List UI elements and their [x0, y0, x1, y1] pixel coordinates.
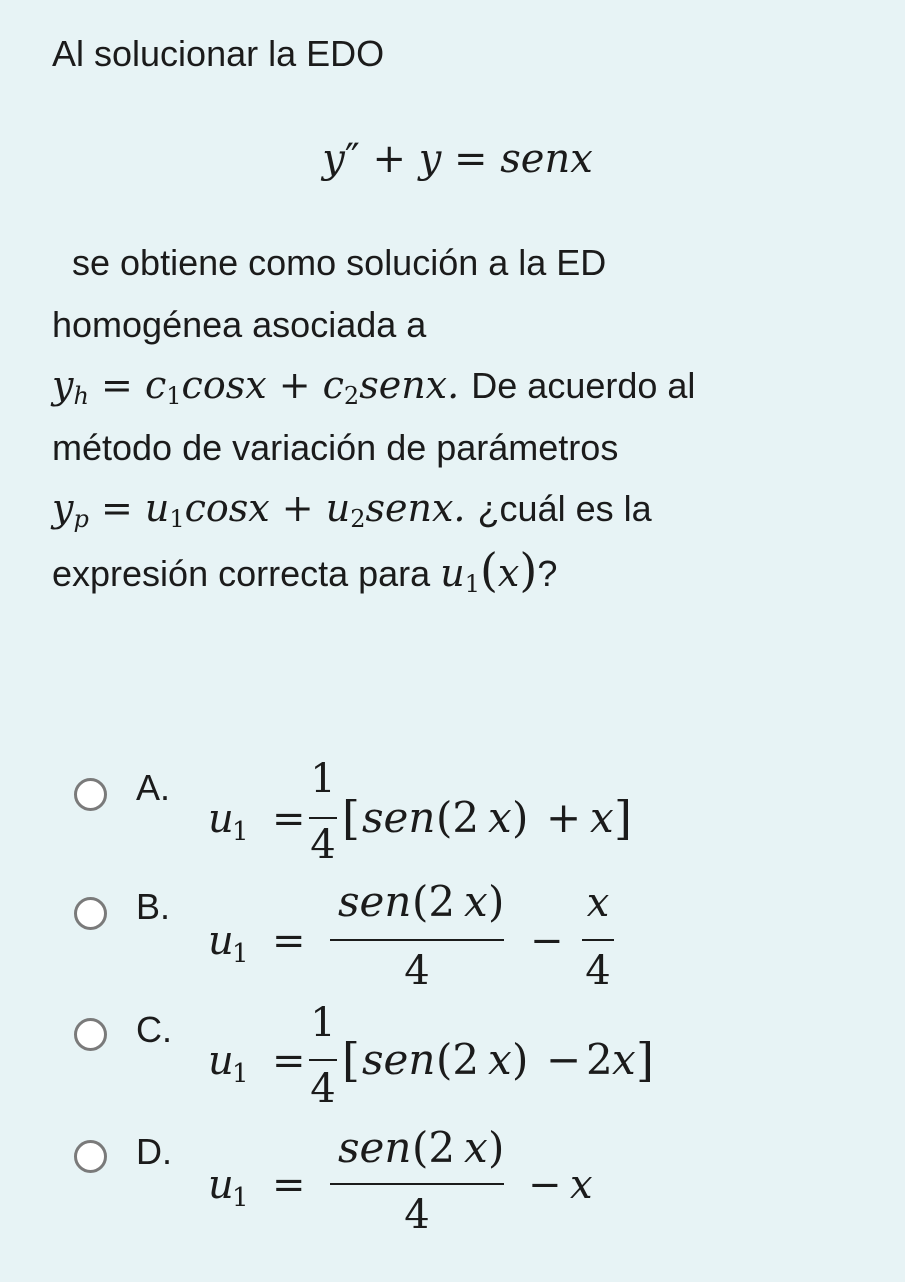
svg-text:(2: (2: [436, 1035, 480, 1084]
option-a-label: A.: [136, 767, 171, 808]
option-b-label: B.: [136, 886, 171, 927]
text-line6-suffix: ?: [537, 552, 558, 594]
question-text-line5: [52, 478, 852, 540]
svg-text:4: 4: [310, 822, 336, 868]
question-text-line1: se obtiene como solución a la ED: [72, 242, 607, 283]
svg-text:(2: (2: [412, 1123, 456, 1172]
svg-text:sen: sen: [362, 793, 436, 842]
svg-text:): ): [488, 877, 505, 926]
question-text-line2: homogénea asociada a: [52, 303, 427, 345]
svg-text:=: =: [272, 796, 306, 842]
svg-text:[: [: [342, 791, 360, 845]
question-intro: Al solucionar la EDO: [52, 33, 385, 74]
option-d-label: D.: [136, 1131, 172, 1172]
svg-text:u: u: [208, 918, 234, 964]
svg-text:x: x: [586, 880, 610, 926]
radio-option-c[interactable]: [74, 1018, 107, 1051]
svg-text:]: ]: [636, 1033, 654, 1087]
svg-text:−: −: [546, 1035, 582, 1084]
svg-text:[: [: [342, 1033, 360, 1087]
text-after-yp: ¿cuál es la: [477, 488, 652, 529]
question-text-line3: [52, 355, 852, 417]
svg-text:(2: (2: [412, 877, 456, 926]
option-b-formula: [206, 870, 726, 992]
question-text-line6: [52, 540, 852, 605]
svg-text:−: −: [528, 1162, 562, 1208]
svg-text:4: 4: [585, 948, 611, 994]
text-line6-prefix: expresión correcta para: [52, 552, 441, 594]
svg-text:4: 4: [404, 948, 430, 994]
question-text-line4: método de variación de parámetros: [52, 426, 619, 468]
option-c[interactable]: [72, 994, 832, 1112]
yp-expression: $y_p = u_1\cos x$ + $u_2senx$.: [52, 486, 466, 533]
option-a[interactable]: [72, 752, 832, 868]
radio-option-a[interactable]: [74, 778, 107, 811]
option-c-formula: [206, 994, 766, 1112]
svg-text:]: ]: [614, 791, 632, 845]
text-after-yh: De acuerdo al: [471, 365, 696, 406]
yh-expression: $y_h = c_1\cos x$ + $c_2senx$.: [52, 363, 460, 410]
svg-text:x: x: [464, 877, 488, 926]
svg-text:x: x: [612, 1035, 636, 1084]
svg-text:1: 1: [310, 756, 336, 802]
svg-text:u: u: [208, 796, 234, 842]
svg-text:): ): [512, 1035, 529, 1084]
svg-text:+: +: [546, 793, 582, 842]
svg-text:4: 4: [404, 1192, 430, 1238]
option-d[interactable]: [72, 1118, 832, 1238]
svg-text:−: −: [530, 918, 564, 964]
svg-text:): ): [488, 1123, 505, 1172]
svg-text:(2: (2: [436, 793, 480, 842]
svg-text:1: 1: [310, 1000, 336, 1046]
svg-text:1: 1: [232, 939, 249, 969]
ode-equation: y″ + y = senx: [322, 136, 593, 182]
svg-text:u: u: [208, 1038, 234, 1084]
svg-text:=: =: [272, 1038, 306, 1084]
radio-option-d[interactable]: [74, 1140, 107, 1173]
svg-text:=: =: [272, 1162, 306, 1208]
svg-text:): ): [512, 793, 529, 842]
u1x-expression: $u_1(x)$: [440, 542, 538, 598]
svg-text:x: x: [590, 793, 614, 842]
svg-text:1: 1: [232, 1183, 249, 1213]
svg-text:u: u: [208, 1162, 234, 1208]
option-d-formula: [206, 1118, 726, 1240]
svg-text:=: =: [272, 918, 306, 964]
svg-text:x: x: [464, 1123, 488, 1172]
svg-text:sen: sen: [362, 1035, 436, 1084]
svg-text:sen: sen: [338, 877, 412, 926]
option-b[interactable]: [72, 870, 832, 994]
radio-option-b[interactable]: [74, 897, 107, 930]
svg-text:2: 2: [586, 1035, 613, 1084]
question-text: [52, 232, 852, 604]
option-c-label: C.: [136, 1009, 172, 1050]
svg-text:x: x: [570, 1162, 593, 1208]
svg-text:4: 4: [310, 1066, 336, 1112]
svg-text:1: 1: [232, 1059, 249, 1089]
svg-text:sen: sen: [338, 1123, 412, 1172]
svg-text:1: 1: [232, 817, 249, 847]
option-a-formula: [206, 752, 726, 868]
svg-text:x: x: [488, 793, 512, 842]
svg-text:x: x: [488, 1035, 512, 1084]
